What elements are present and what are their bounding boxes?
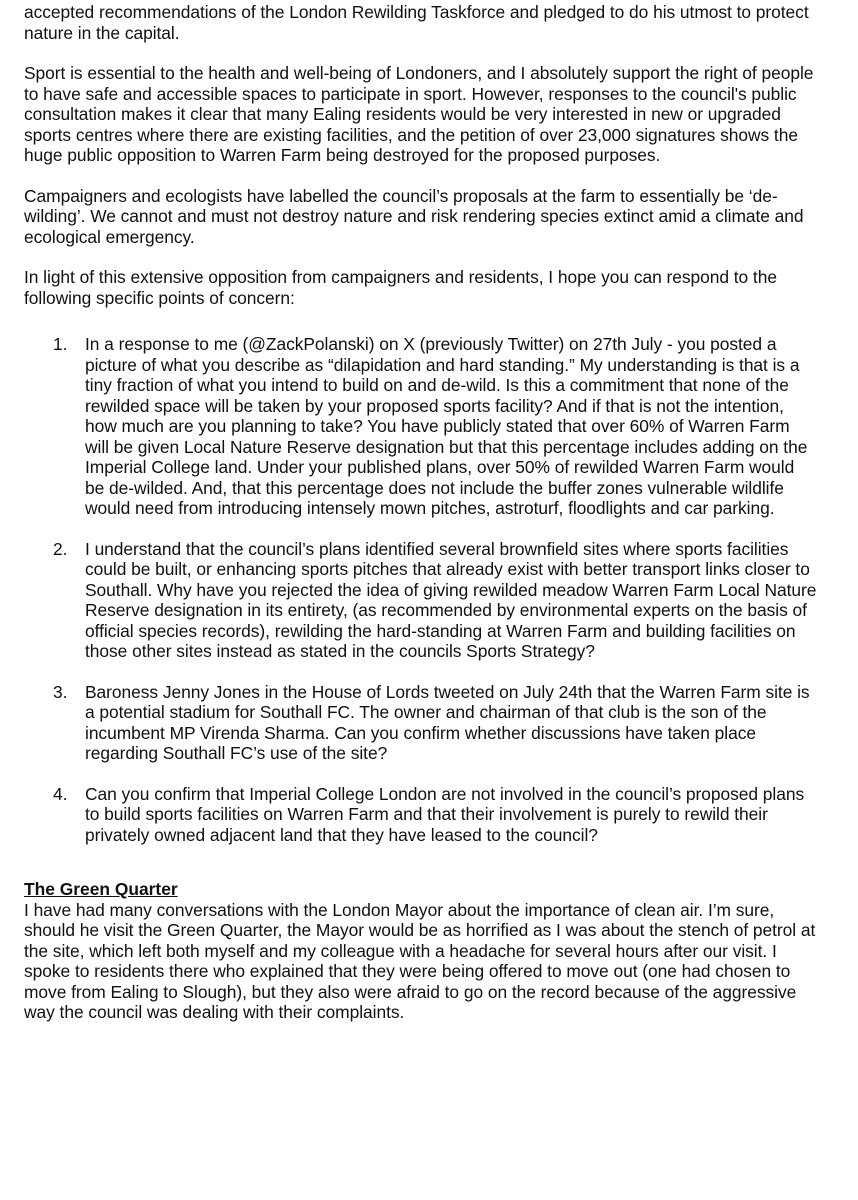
list-item-text: Can you confirm that Imperial College London are not involved in the council’s proposed plans to build sports facilities on Warren Farm and that their involvement is purely to rewild their privately owned adjacent land that they have leased to the council? (85, 783, 805, 845)
list-item-number: 4. (53, 783, 68, 804)
list-item-number: 3. (53, 681, 68, 702)
list-item-text: I understand that the council’s plans identified several brownfield sites where sports facilities could be built, or enhancing sports pitches that already exist with better transport links closer to Southall. Why have you rejected the idea of giving rewilded meadow Warren Farm Local Nature Reserve designation in its entirety, (as recommended by environmental experts on the basis of official species records), rewilding the hard-standing at Warren Farm and building facilities on those other sites instead as stated in the councils Sports Strategy? (85, 538, 817, 661)
list-item (24, 334, 818, 519)
paragraph-dewilding: Campaigners and ecologists have labelled the council’s proposals at the farm to essentially be ‘de-wilding’. We cannot and must not destroy nature and risk rendering species extinct amid a climate and ecological emergency. (24, 185, 804, 247)
list-item-number: 2. (53, 538, 68, 559)
section-heading-green-quarter: The Green Quarter (24, 879, 178, 899)
list-item (24, 682, 818, 764)
list-item-text: Baroness Jenny Jones in the House of Lords tweeted on July 24th that the Warren Farm site is a potential stadium for Southall FC. The owner and chairman of that club is the son of the incumbent MP Virenda Sharma. Can you confirm whether discussions have taken place regarding Southall FC’s use of the site? (85, 681, 810, 763)
paragraph-sport: Sport is essential to the health and well-being of Londoners, and I absolutely support the right of people to have safe and accessible spaces to participate in sport. However, responses to the council's public consultation makes it clear that many Ealing residents would be very interested in new or upgraded sports centres where there are existing facilities, and the petition of over 23,000 signatures shows the huge public opposition to Warren Farm being destroyed for the proposed purposes. (24, 63, 814, 165)
paragraph-points-intro: In light of this extensive opposition from campaigners and residents, I hope you can respond to the following specific points of concern: (24, 267, 777, 308)
list-item (24, 539, 818, 662)
paragraph-rewilding-taskforce: accepted recommendations of the London Rewilding Taskforce and pledged to do his utmost to protect nature in the capital. (24, 2, 809, 43)
list-item (24, 784, 818, 846)
points-of-concern-list (24, 334, 818, 845)
list-item-number: 1. (53, 334, 68, 354)
paragraph-green-quarter: I have had many conversations with the London Mayor about the importance of clean air. I’m sure, should he visit the Green Quarter, the Mayor would be as horrified as I was about the stench of petrol at the site, which left both myself and my colleague with a headache for several hours after our visit. I spoke to residents there who explained that they were being offered to move out (one had chosen to move from Ealing to Slough), but they also were afraid to go on the record because of the aggressive way the council was dealing with their complaints. (24, 899, 816, 1022)
list-item-text: In a response to me (@ZackPolanski) on X (previously Twitter) on 27th July - you posted a picture of what you describe as “dilapidation and hard standing.” My understanding is that is a tiny fraction of what you intend to build on and de-wild. Is this a commitment that none of the rewilded space will be taken by your proposed sports facility? And if that is not the intention, how much are you planning to take? You have publicly stated that over 60% of Warren Farm will be given Local Nature Reserve designation but that this percentage includes adding on the Imperial College land. Under your published plans, over 50% of rewilded Warren Farm would be de-wilded. And, that this percentage does not include the buffer zones vulnerable wildlife would need from introducing intensely mown pitches, astroturf, floodlights and car parking. (85, 334, 808, 518)
